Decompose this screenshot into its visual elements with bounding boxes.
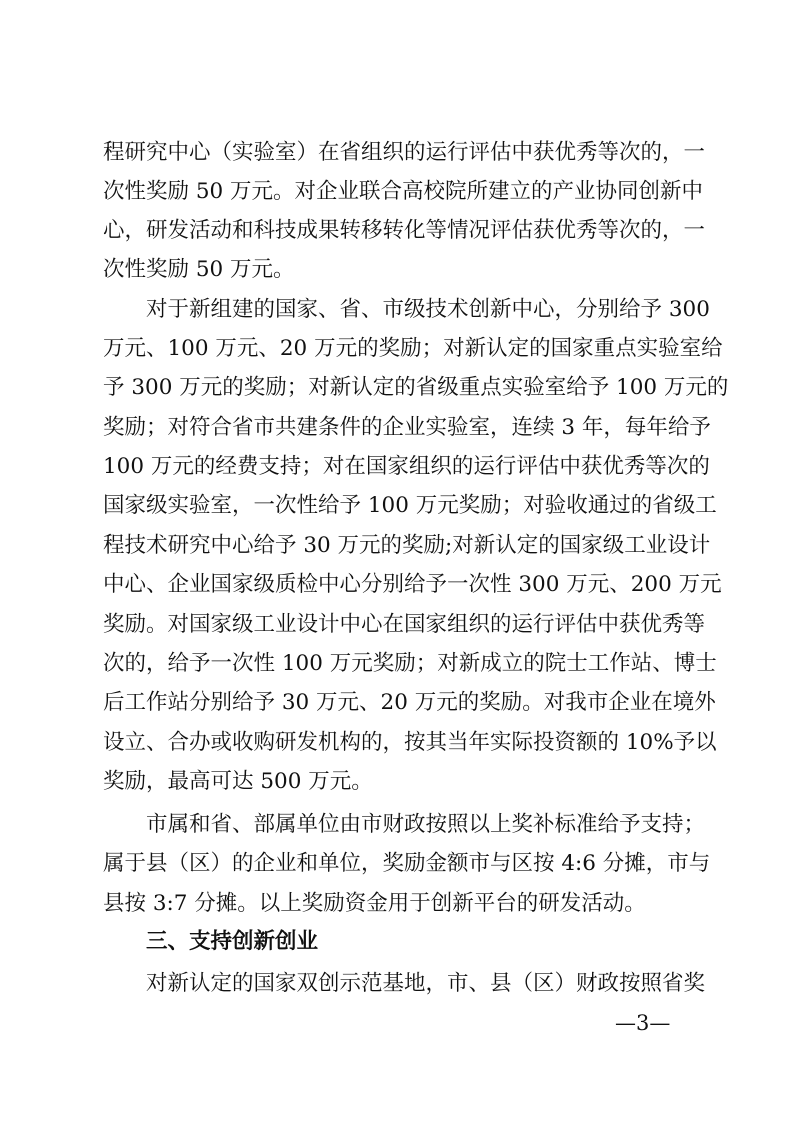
page-number: —3— [615, 1011, 671, 1035]
text-line [0, 211, 793, 251]
line-text: 后工作站分别给予 30 万元、20 万元的奖励。对我市企业在境外 [103, 690, 716, 715]
text-line [0, 723, 793, 763]
line-text: 县按 3:7 分摊。以上奖励资金用于创新平台的研发活动。 [103, 891, 646, 916]
line-text: 属于县（区）的企业和单位，奖励金额市与区按 4:6 分摊，市与 [103, 851, 711, 876]
text-line [0, 368, 793, 408]
text-line [0, 844, 793, 884]
text-line [0, 172, 793, 212]
text-line [0, 805, 793, 845]
line-text: 对于新组建的国家、省、市级技术创新中心，分别给予 300 [146, 297, 710, 322]
line-text: 奖励；对符合省市共建条件的企业实验室，连续 3 年，每年给予 [103, 415, 711, 440]
line-text: 次性奖励 50 万元。 [103, 257, 295, 282]
line-text: 程研究中心（实验室）在省组织的运行评估中获优秀等次的，一 [103, 140, 706, 165]
line-text: 奖励。对国家级工业设计中心在国家组织的运行评估中获优秀等 [103, 612, 706, 637]
text-line [0, 290, 793, 330]
line-text: 程技术研究中心给予 30 万元的奖励;对新认定的国家级工业设计 [103, 533, 711, 558]
text-line [0, 133, 793, 173]
text-line [0, 329, 793, 369]
text-line [0, 683, 793, 723]
text-line [0, 605, 793, 645]
line-text: 予 300 万元的奖励；对新认定的省级重点实验室给予 100 万元的 [103, 375, 729, 400]
line-text: 次的，给予一次性 100 万元奖励；对新成立的院士工作站、博士 [103, 651, 717, 676]
text-line [0, 408, 793, 448]
text-line [0, 447, 793, 487]
text-line [0, 884, 793, 924]
line-text: 设立、合办或收购研发机构的，按其当年实际投资额的 10%予以 [103, 730, 717, 755]
line-text: 100 万元的经费支持；对在国家组织的运行评估中获优秀等次的 [103, 454, 710, 479]
line-text: 国家级实验室，一次性给予 100 万元奖励；对验收通过的省级工 [103, 493, 717, 518]
text-line [0, 964, 793, 1004]
text-line [0, 565, 793, 605]
line-text: 对新认定的国家双创示范基地，市、县（区）财政按照省奖 [146, 971, 706, 996]
text-line [0, 526, 793, 566]
section-heading: 三、支持创新创业 [146, 929, 319, 954]
text-line [0, 486, 793, 526]
text-line [0, 762, 793, 802]
text-line [0, 250, 793, 290]
line-text: 次性奖励 50 万元。对企业联合高校院所建立的产业协同创新中 [103, 179, 704, 204]
line-text: 万元、100 万元、20 万元的奖励；对新认定的国家重点实验室给 [103, 336, 723, 361]
line-text: 奖励，最高可达 500 万元。 [103, 769, 373, 794]
line-text: 中心、企业国家级质检中心分别给予一次性 300 万元、200 万元 [103, 572, 722, 597]
text-line [0, 644, 793, 684]
line-text: 心，研发活动和科技成果转移转化等情况评估获优秀等次的，一 [103, 218, 706, 243]
line-text: 市属和省、部属单位由市财政按照以上奖补标准给予支持； [146, 812, 706, 837]
